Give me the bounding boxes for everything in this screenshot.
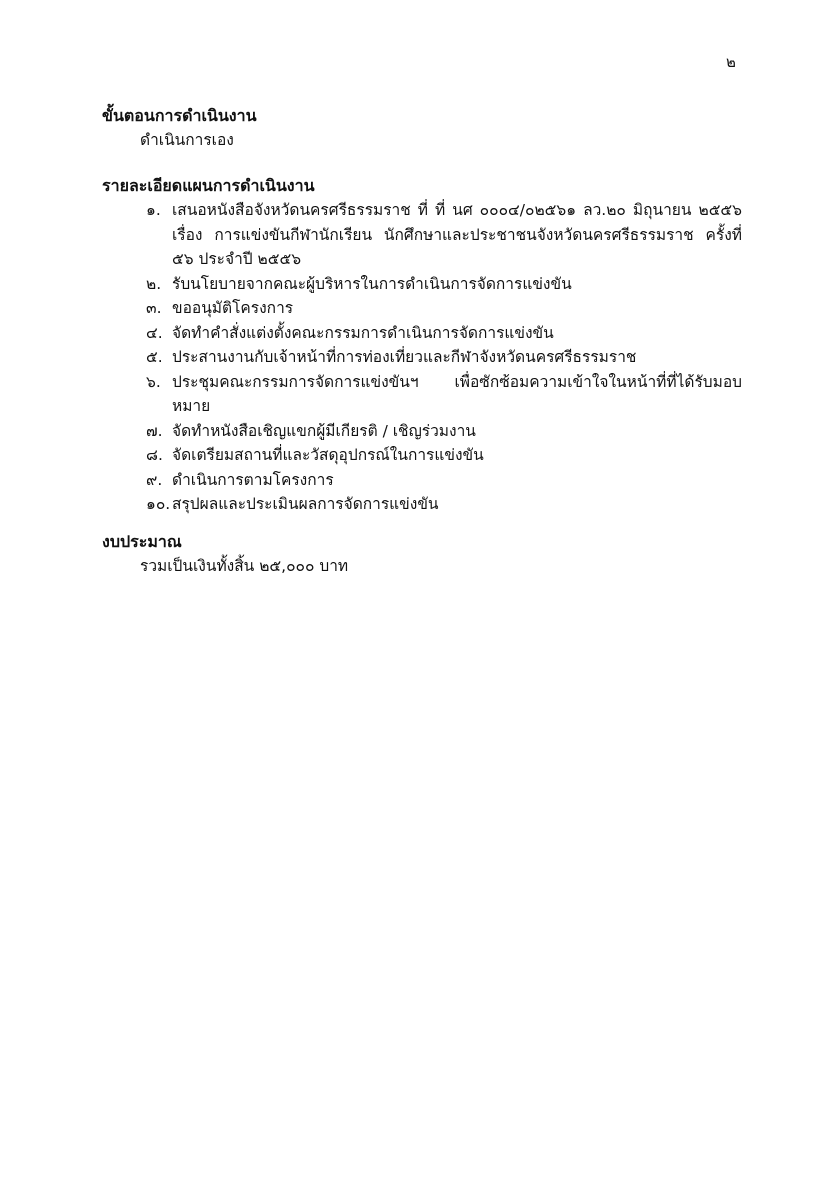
plan-item-text: รับนโยบายจากคณะผู้บริหารในการดำเนินการจัดการแข่งขัน bbox=[172, 274, 572, 293]
plan-item-text: ประสานงานกับเจ้าหน้าที่การท่องเที่ยวและกีฬาจังหวัดนครศรีธรรมราช bbox=[172, 348, 637, 366]
procedure-text: ดำเนินการเอง bbox=[140, 131, 234, 149]
plan-heading: รายละเอียดแผนการดำเนินงาน bbox=[102, 176, 315, 195]
plan-item-text: ประชุมคณะกรรมการจัดการแข่งขันฯ เพื่อซักซ้อมความเข้าใจในหน้าที่ที่ได้รับมอบหมาย bbox=[172, 372, 742, 415]
plan-item-8 bbox=[146, 443, 742, 468]
plan-item-text: ดำเนินการตามโครงการ bbox=[172, 470, 334, 489]
plan-item-2 bbox=[146, 272, 742, 297]
procedure-section bbox=[102, 104, 742, 152]
plan-item-5 bbox=[146, 345, 742, 370]
plan-item-number: ๕. bbox=[146, 348, 163, 366]
plan-section bbox=[102, 174, 742, 517]
plan-item-1 bbox=[146, 198, 742, 272]
page-number: ๒ bbox=[726, 53, 736, 71]
plan-item-6 bbox=[146, 370, 742, 419]
procedure-heading: ขั้นตอนการดำเนินงาน bbox=[102, 106, 257, 125]
plan-item-number: ๔. bbox=[146, 323, 163, 342]
plan-item-number: ๘. bbox=[146, 446, 163, 464]
plan-item-number: ๖. bbox=[146, 372, 161, 391]
plan-item-4 bbox=[146, 321, 742, 346]
plan-item-number: ๗. bbox=[146, 421, 163, 440]
plan-item-text: จัดทำคำสั่งแต่งตั้งคณะกรรมการดำเนินการจัดการแข่งขัน bbox=[172, 323, 554, 342]
budget-heading: งบประมาณ bbox=[102, 532, 182, 551]
plan-item-9 bbox=[146, 468, 742, 493]
budget-section bbox=[102, 530, 742, 578]
plan-list bbox=[102, 198, 742, 517]
plan-item-number: ๓. bbox=[146, 299, 162, 317]
plan-item-10 bbox=[146, 492, 742, 517]
plan-item-3 bbox=[146, 296, 742, 321]
plan-item-number: ๑. bbox=[146, 201, 161, 219]
plan-item-number: ๙. bbox=[146, 470, 163, 489]
plan-item-7 bbox=[146, 419, 742, 444]
plan-item-text: เสนอหนังสือจังหวัดนครศรีธรรมราช ที่ ที่ นศ ๐๐๐๔/๐๒๕๖๑ ลว.๒๐ มิถุนายน ๒๕๕๖ เรื่อง การแข่งขันกีฬานักเรียน นักศึกษาและประชาชนจังหวัดนครศรีธรรมราช ครั้งที่ ๕๖ ประจำปี ๒๕๕๖ bbox=[172, 201, 742, 268]
plan-item-number: ๒. bbox=[146, 274, 162, 293]
plan-item-text: สรุปผลและประเมินผลการจัดการแข่งขัน bbox=[172, 495, 439, 513]
plan-item-text: จัดเตรียมสถานที่และวัสดุอุปกรณ์ในการแข่งขัน bbox=[172, 446, 484, 464]
budget-text: รวมเป็นเงินทั้งสิ้น ๒๕,๐๐๐ บาท bbox=[140, 557, 349, 575]
plan-item-text: จัดทำหนังสือเชิญแขกผู้มีเกียรติ / เชิญร่วมงาน bbox=[172, 421, 476, 440]
plan-item-number: ๑๐. bbox=[146, 495, 171, 513]
plan-item-text: ขออนุมัติโครงการ bbox=[172, 299, 294, 317]
